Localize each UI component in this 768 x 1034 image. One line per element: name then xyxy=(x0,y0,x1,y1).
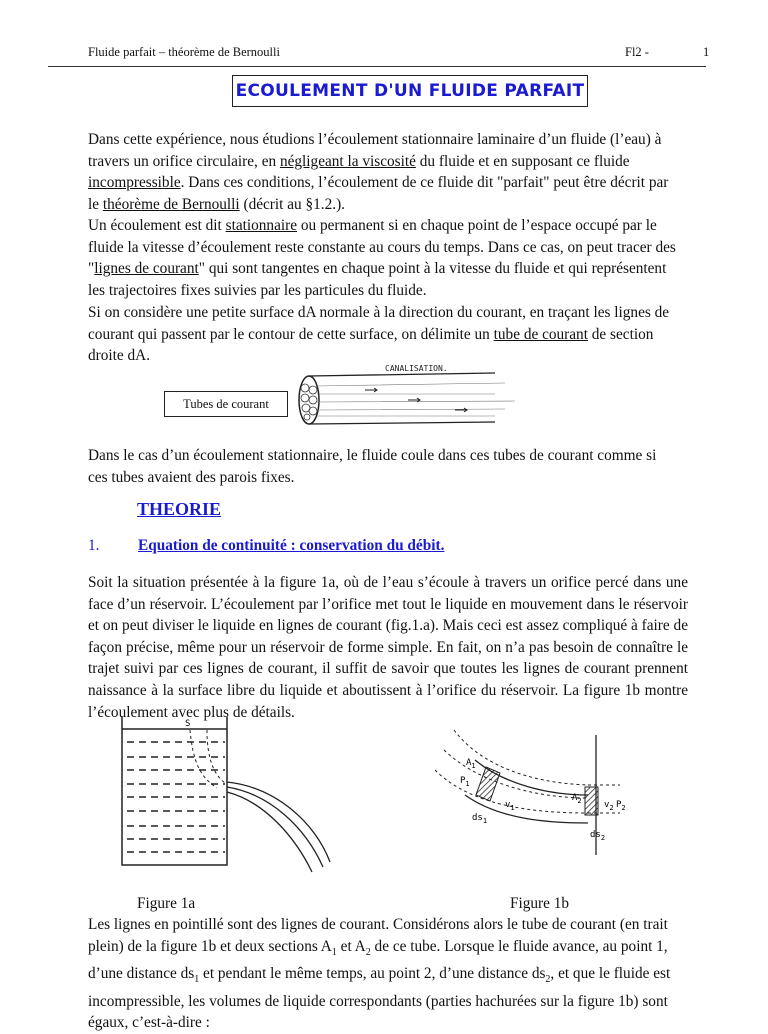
final-line: plein) de la figure 1b et deux sections $A_1$ et $A_2$ de ce tube. Lorsque le fluide avance, au point 1, xyxy=(88,937,668,958)
paragraph-line xyxy=(88,467,693,489)
paragraph-line xyxy=(88,324,693,346)
text-segment: du fluide et en supposant ce fluide xyxy=(415,152,630,170)
paragraph-line xyxy=(88,215,693,237)
label-v2: $v_2$ xyxy=(604,800,614,812)
tube-sketch xyxy=(295,358,525,433)
paragraph-line xyxy=(88,280,693,302)
sketch-label: CANALISATION. xyxy=(385,364,448,373)
paragraph-stationnaire xyxy=(88,215,693,301)
tubes-de-courant-label: Tubes de courant xyxy=(164,391,288,417)
header-code: Fl2 - xyxy=(625,45,649,59)
paragraph-line xyxy=(88,445,693,467)
text-segment: . Dans ces conditions, l’écoulement de ce fluide dit "parfait" peut être décrit par xyxy=(180,174,669,191)
final-line: Les lignes en pointillé sont des lignes de courant. Considérons alors le tube de courant (en trait xyxy=(88,916,668,933)
header-rule xyxy=(48,66,706,67)
paragraph-line xyxy=(88,237,693,259)
text-segment: " qui sont tangentes en chaque point à la vitesse du fluide et qui représentent xyxy=(198,260,667,277)
text-segment: " xyxy=(88,260,95,277)
label-v1: $v_1$ xyxy=(505,800,515,812)
final-line: d’une distance $ds_1$ et pendant le même temps, au point 2, d’une distance $ds_2$, et que le fluide est xyxy=(88,965,671,986)
section-title: Equation de continuité : conservation du débit. xyxy=(138,537,445,554)
label-s: S xyxy=(185,719,191,729)
final-line: égaux, c’est-à-dire : xyxy=(88,1014,210,1032)
label-ds1: $ds_1$ xyxy=(472,813,488,825)
text-segment: ces tubes avaient des parois fixes. xyxy=(88,468,295,486)
text-segment: ou permanent si en chaque point de l’espace occupé par le xyxy=(297,217,657,234)
text-segment: de section xyxy=(587,325,654,343)
header-title: Fluide parfait – théorème de Bernoulli xyxy=(88,45,280,59)
label-a2: $A_2$ xyxy=(572,793,582,805)
paragraph-situation: Soit la situation présentée à la figure 1a, où de l’eau s’écoule à travers un orifice percé dans une face d’un réservoir. L’écoulement par l’orifice met tout le liquide en mouvement dans le réservoir et on peut diviser le liquide en lignes de courant (fig.1.a). Mais ceci est assez compliqué à faire de façon précise, même pour un réservoir de forme simple. En fait, on n’a pas besoin de connaître le trajet suivi par ces lignes de courant, il suffit de savoir que toutes les lignes de courant prennent naissance à la surface libre du liquide et aboutissent à l’orifice du réservoir. La figure 1b montre l’écoulement avec plus de détails. xyxy=(88,574,688,721)
section-heading-theorie: THEORIE xyxy=(137,499,222,519)
text-segment: Un écoulement est dit xyxy=(88,217,226,234)
underlined-term: stationnaire xyxy=(225,217,298,234)
underlined-term: négligeant la viscosité xyxy=(279,152,416,170)
caption-figure-1b: Figure 1b xyxy=(510,895,570,912)
text-segment: fluide la vitesse d’écoulement reste constante au cours du temps. Dans ce cas, on peut tracer des xyxy=(88,238,676,256)
paragraph-line xyxy=(88,151,693,173)
underlined-term: théorème de Bernoulli xyxy=(102,195,240,213)
underlined-term: tube de courant xyxy=(493,325,588,343)
text-segment: le xyxy=(88,195,103,213)
figure-1b xyxy=(420,725,626,860)
paragraph-intro xyxy=(88,129,693,215)
underlined-term: lignes de courant xyxy=(94,260,199,277)
text-segment: Si on considère une petite surface dA normale à la direction du courant, en traçant les lignes de xyxy=(88,304,670,321)
paragraph-tube xyxy=(88,302,693,367)
final-line: incompressible, les volumes de liquide correspondants (parties hachurées sur la figure 1b) sont xyxy=(88,992,668,1010)
paragraph-final xyxy=(88,914,693,1034)
paragraph-line xyxy=(88,194,693,216)
text-segment: (décrit au §1.2.). xyxy=(239,195,345,213)
label-ds2: $ds_2$ xyxy=(590,830,606,842)
label-a1: $A_1$ xyxy=(466,758,476,770)
paragraph-line xyxy=(88,172,693,194)
text-segment: droite dA. xyxy=(88,347,151,364)
underlined-term: incompressible xyxy=(88,174,181,191)
label-p1: $P_1$ xyxy=(460,776,470,788)
paragraph-parois xyxy=(88,445,693,488)
section-number: 1. xyxy=(88,537,100,554)
text-segment: Dans le cas d’un écoulement stationnaire, le fluide coule dans ces tubes de courant comme si xyxy=(88,447,657,464)
page-title: ECOULEMENT D'UN FLUIDE PARFAIT xyxy=(232,75,588,107)
label-p2: $P_2$ xyxy=(616,800,626,812)
page-number: 1 xyxy=(703,45,710,59)
paragraph-line xyxy=(88,129,693,151)
caption-figure-1a: Figure 1a xyxy=(137,895,196,912)
text-segment: courant qui passent par le contour de cette surface, on délimite un xyxy=(88,325,494,343)
text-segment: les trajectoires fixes suivies par les particules du fluide. xyxy=(88,281,427,299)
figure-1a xyxy=(115,712,355,872)
paragraph-line xyxy=(88,258,693,280)
paragraph-line xyxy=(88,302,693,324)
text-segment: travers un orifice circulaire, en xyxy=(88,152,280,170)
text-segment: Dans cette expérience, nous étudions l’écoulement stationnaire laminaire d’un fluide (l’eau) à xyxy=(88,131,662,148)
